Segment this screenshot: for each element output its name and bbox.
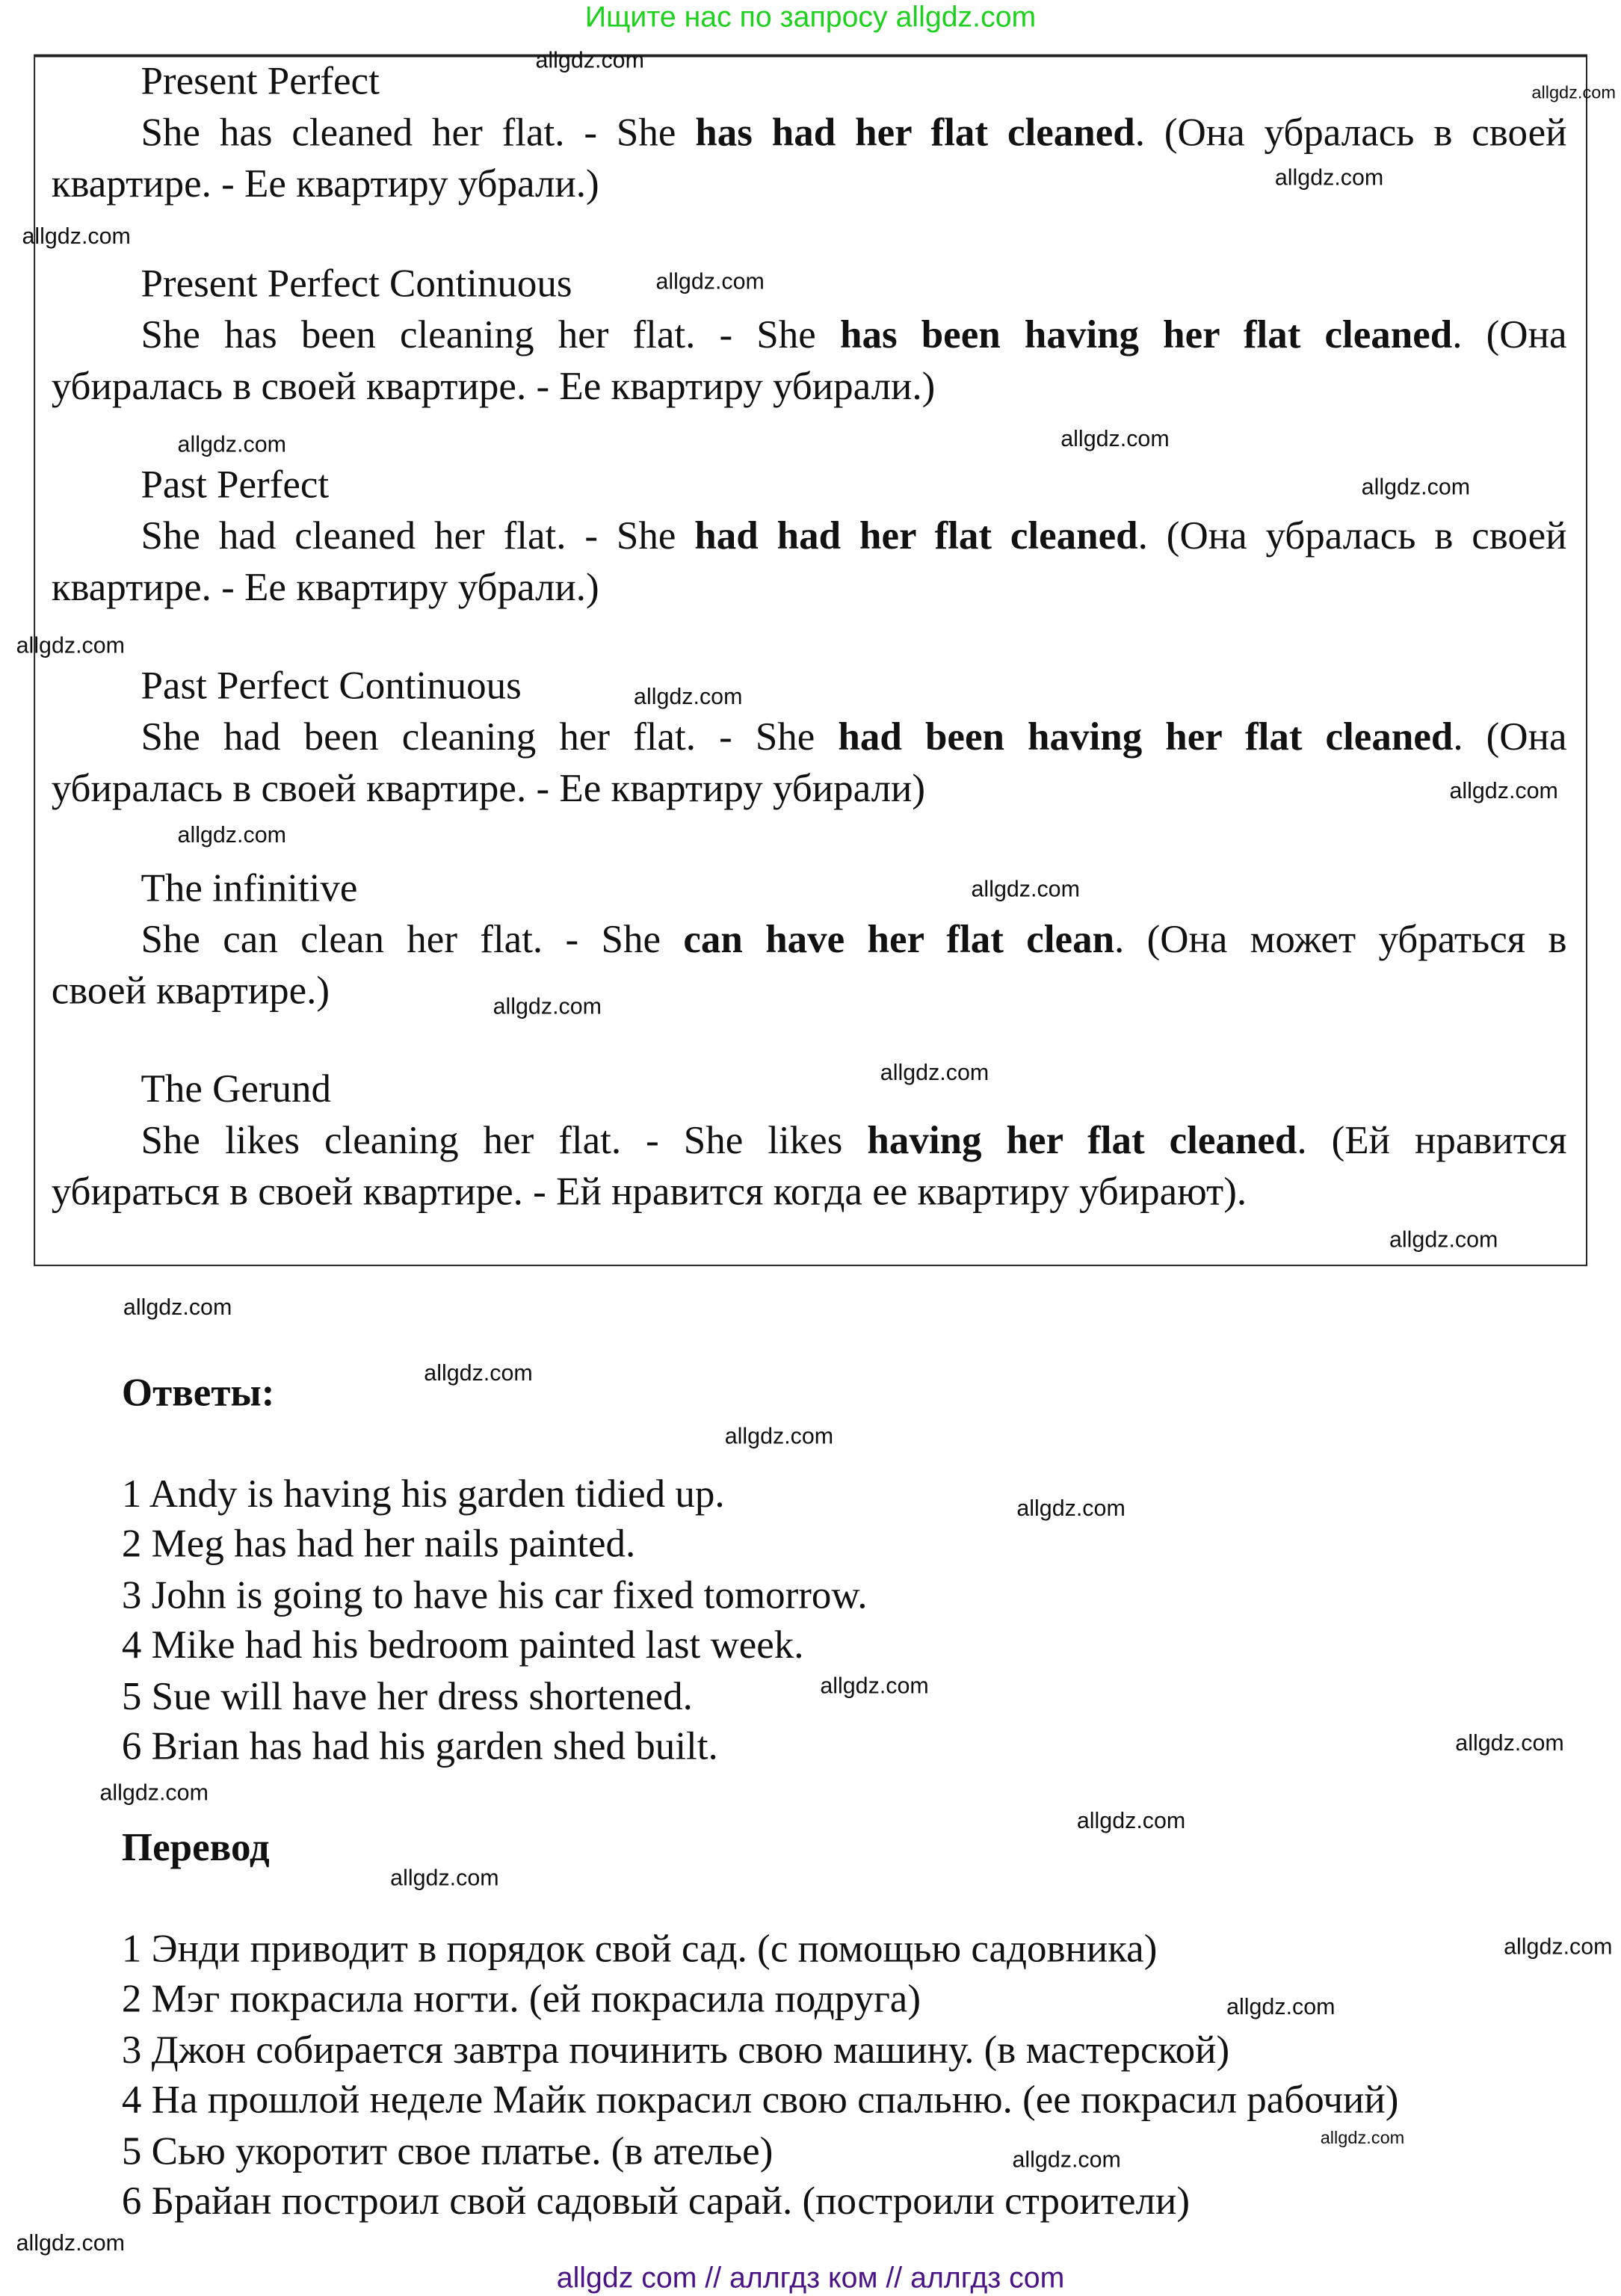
watermark: allgdz.com	[1455, 1731, 1564, 1756]
example-line	[141, 1115, 1566, 1165]
watermark: allgdz.com	[971, 877, 1080, 903]
watermark: allgdz.com	[16, 634, 126, 659]
watermark: allgdz.com	[724, 1425, 834, 1450]
causative-form: having her flat cleaned	[867, 1117, 1297, 1162]
section-title: Past Perfect Continuous	[141, 663, 522, 708]
watermark: allgdz.com	[1389, 1228, 1498, 1253]
text-segment: . (Она	[1453, 714, 1567, 759]
translation-item: 4 На прошлой неделе Майк покрасил свою спальню. (ее покрасил рабочий)	[121, 2077, 1399, 2122]
translation-item: 2 Мэг покрасила ногти. (ей покрасила подруга)	[121, 1976, 921, 2021]
translation-line	[52, 763, 925, 813]
watermark: allgdz.com	[123, 1295, 232, 1321]
example-line	[141, 712, 1566, 762]
translation-item: 3 Джон собирается завтра починить свою машину. (в мастерской)	[121, 2027, 1230, 2072]
watermark: allgdz.com	[1016, 1496, 1126, 1522]
search-banner: Ищите нас по запросу allgdz.com	[584, 1, 1037, 34]
watermark: allgdz.com	[1504, 1935, 1613, 1960]
watermark: allgdz.com	[177, 433, 286, 458]
watermark: allgdz.com	[1226, 1995, 1336, 2021]
translation-item: 6 Брайан построил свой садовый сарай. (построили строители)	[121, 2179, 1190, 2223]
text-segment: . (Она	[1452, 312, 1567, 357]
translation-line	[52, 562, 599, 612]
translation-item: 5 Сью укоротит свое платье. (в ателье)	[121, 2128, 774, 2173]
section-title: The Gerund	[141, 1067, 332, 1111]
watermark: allgdz.com	[880, 1061, 989, 1086]
watermark: allgdz.com	[99, 1781, 209, 1806]
answers-heading: Ответы:	[121, 1370, 275, 1415]
watermark: allgdz.com	[493, 994, 602, 1020]
watermark: allgdz.com	[1320, 2127, 1405, 2148]
watermark: allgdz.com	[1076, 1809, 1186, 1834]
translation-line	[52, 158, 599, 209]
watermark: allgdz.com	[535, 48, 644, 74]
watermark: allgdz.com	[820, 1673, 929, 1700]
text-segment: . (Она может убраться в	[1114, 916, 1567, 961]
text-segment: убиралась в своей квартире. - Ее квартиру убирали)	[51, 765, 926, 810]
watermark: allgdz.com	[634, 685, 743, 711]
watermark: allgdz.com	[390, 1866, 499, 1892]
watermark: allgdz.com	[1012, 2147, 1121, 2173]
text-segment: She likes cleaning her flat. - She likes	[141, 1117, 868, 1162]
translation-line	[52, 966, 330, 1016]
causative-form: has had her flat cleaned	[695, 110, 1135, 155]
text-segment: . (Ей нравится	[1297, 1117, 1567, 1162]
watermark: allgdz.com	[16, 2231, 126, 2257]
translation-line	[52, 1167, 1247, 1217]
footer-links[interactable]: allgdz com // аллгдз ком // аллгдз com	[556, 2262, 1065, 2295]
watermark: allgdz.com	[655, 270, 765, 295]
causative-form: has been having her flat cleaned	[839, 312, 1453, 357]
section-title: Present Perfect Continuous	[141, 261, 572, 306]
translation-heading: Перевод	[121, 1824, 270, 1869]
example-line	[141, 914, 1566, 964]
text-segment: убиралась в своей квартире. - Ее квартиру убирали.)	[51, 363, 936, 408]
example-line	[141, 309, 1566, 359]
causative-form: had had her flat cleaned	[694, 513, 1138, 558]
watermark: allgdz.com	[177, 823, 286, 848]
text-segment: . (Она убралась в своей	[1134, 110, 1567, 155]
text-segment: квартире. - Ее квартиру убрали.)	[51, 161, 599, 206]
section-title: The infinitive	[141, 865, 358, 910]
watermark: allgdz.com	[424, 1361, 533, 1387]
causative-form: can have her flat clean	[683, 916, 1115, 961]
text-segment: She had cleaned her flat. - She	[141, 513, 695, 558]
answer-item: 1 Andy is having his garden tidied up.	[121, 1471, 725, 1516]
example-line	[141, 107, 1566, 157]
causative-form: had been having her flat cleaned	[838, 714, 1454, 759]
text-segment: квартире. - Ее квартиру убрали.)	[51, 564, 599, 609]
text-segment: убираться в своей квартире. - Ей нравится когда ее квартиру убирают).	[51, 1169, 1247, 1214]
translation-item: 1 Энди приводит в порядок свой сад. (с помощью садовника)	[121, 1926, 1158, 1971]
example-line	[141, 510, 1566, 561]
watermark: allgdz.com	[22, 224, 131, 250]
answer-item: 5 Sue will have her dress shortened.	[121, 1673, 693, 1718]
text-segment: . (Она убралась в своей	[1137, 513, 1567, 558]
text-segment: She can clean her flat. - She	[141, 916, 684, 961]
text-segment: She has cleaned her flat. - She	[141, 110, 696, 155]
section-title: Past Perfect	[141, 462, 330, 507]
watermark: allgdz.com	[1060, 427, 1170, 452]
text-segment: своей квартире.)	[51, 968, 330, 1013]
answer-item: 6 Brian has had his garden shed built.	[121, 1723, 718, 1768]
watermark: allgdz.com	[1361, 475, 1471, 501]
text-segment: She has been cleaning her flat. - She	[141, 312, 840, 357]
watermark: allgdz.com	[1531, 81, 1616, 103]
text-segment: She had been cleaning her flat. - She	[141, 714, 839, 759]
answer-item: 2 Meg has had her nails painted.	[121, 1522, 636, 1567]
answer-item: 3 John is going to have his car fixed tomorrow.	[121, 1572, 868, 1617]
section-title: Present Perfect	[141, 58, 380, 103]
watermark: allgdz.com	[1274, 165, 1384, 191]
answer-item: 4 Mike had his bedroom painted last week.	[121, 1623, 804, 1667]
translation-line	[52, 361, 936, 411]
watermark: allgdz.com	[1449, 779, 1558, 804]
